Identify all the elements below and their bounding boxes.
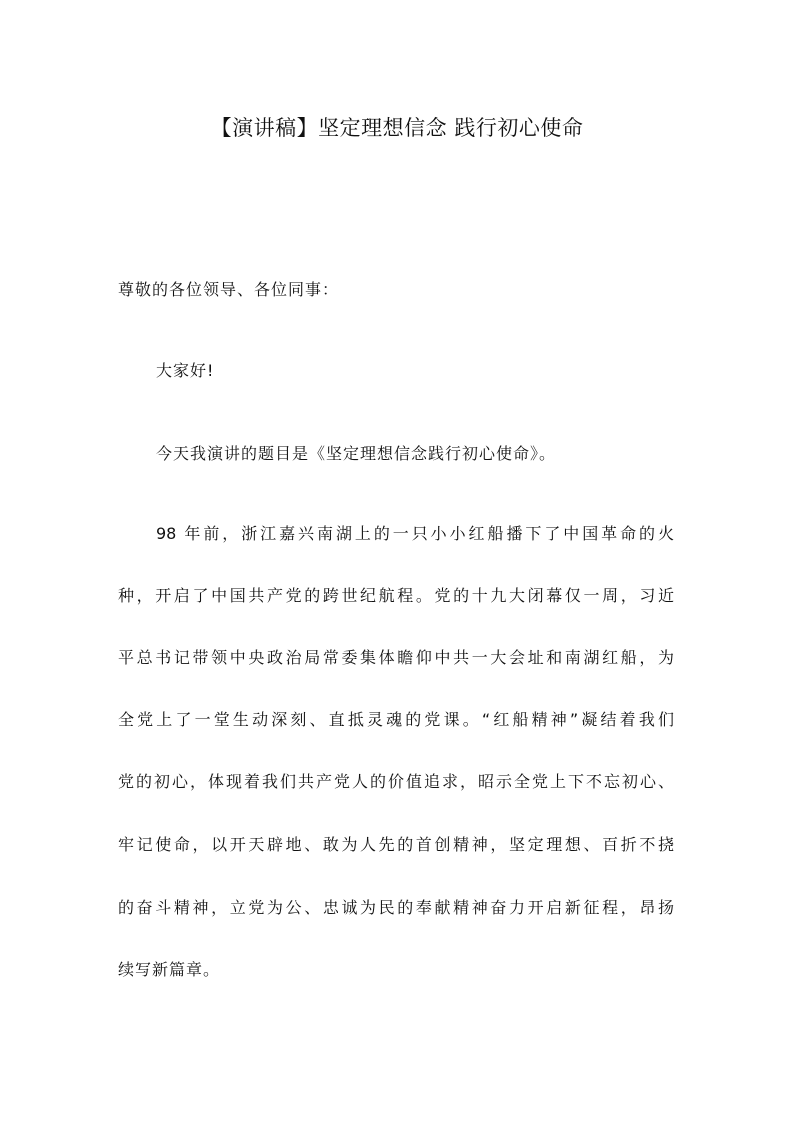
paragraph-line: 平总书记带领中央政治局常委集体瞻仰中共一大会址和南湖红船，为 [118,648,674,667]
speech-topic: 今天我演讲的题目是《坚定理想信念践行初心使命》。 [156,444,557,463]
paragraph-line: 牢记使命，以开天辟地、敢为人先的首创精神，坚定理想、百折不挠 [118,835,674,854]
paragraph-line: 种，开启了中国共产党的跨世纪航程。党的十九大闭幕仅一周，习近 [118,586,674,605]
paragraph-line: 的奋斗精神，立党为公、忠诚为民的奉献精神奋力开启新征程，昂扬 [118,898,674,917]
paragraph-line: 续写新篇章。 [118,960,221,979]
salutation: 尊敬的各位领导、各位同事： [118,280,340,299]
document-title: 【演讲稿】坚定理想信念 践行初心使命 [210,116,584,140]
greeting: 大家好! [156,361,215,380]
paragraph-line: 全党上了一堂生动深刻、直抵灵魂的党课。“红船精神”凝结着我们 [118,710,674,729]
paragraph-line: 98 年前，浙江嘉兴南湖上的一只小小红船播下了中国革命的火 [156,524,674,543]
paragraph-line: 党的初心，体现着我们共产党人的价值追求，昭示全党上下不忘初心、 [118,772,674,791]
